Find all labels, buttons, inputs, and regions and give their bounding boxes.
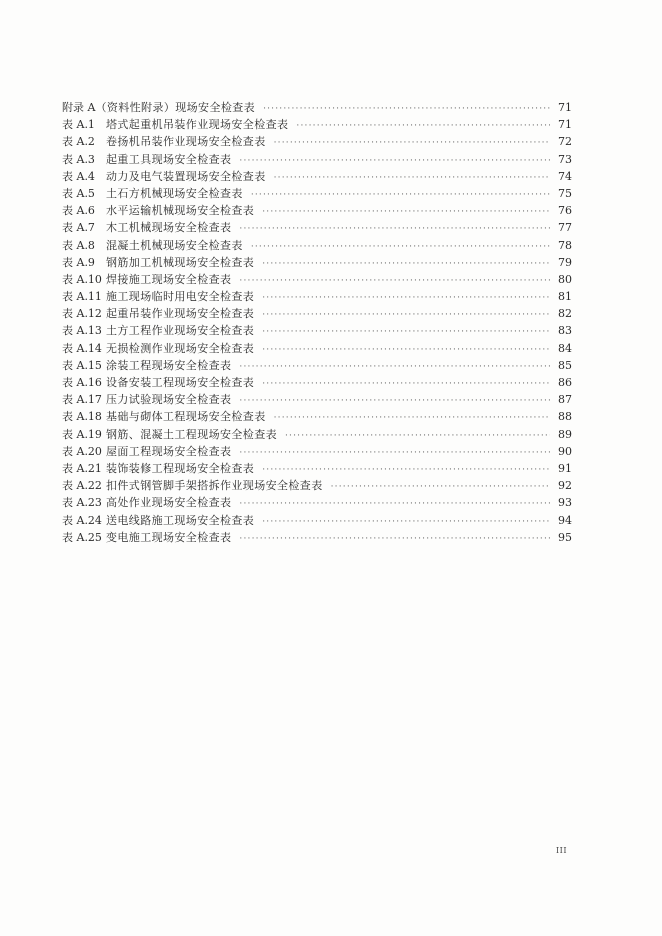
toc-entry-page: 78 (558, 238, 572, 252)
toc-entry[interactable] (62, 305, 572, 322)
toc-entry-page: 76 (558, 204, 572, 218)
toc-entry-page: 73 (558, 152, 572, 166)
toc-leader-dots (296, 118, 550, 135)
toc-entry-title: 混凝土机械现场安全检查表 (106, 238, 243, 252)
toc-entry-page: 85 (558, 358, 572, 372)
toc-entry[interactable] (62, 219, 572, 236)
toc-entry-page: 93 (558, 496, 572, 510)
toc-leader-dots (262, 514, 550, 531)
toc-entry-page: 74 (558, 169, 572, 183)
toc-entry-page: 87 (558, 393, 572, 407)
toc-entry-title: 无损检测作业现场安全检查表 (106, 341, 255, 355)
toc-entry-page: 81 (558, 290, 572, 304)
toc-entry-title: 压力试验现场安全检查表 (106, 393, 232, 407)
toc-entry[interactable] (62, 529, 572, 546)
toc-leader-dots (239, 221, 550, 238)
toc-entry[interactable] (62, 443, 572, 460)
toc-leader-dots (251, 239, 550, 256)
toc-leader-dots (262, 204, 550, 221)
toc-entry-number: 表 A.1 (62, 118, 95, 132)
toc-leader-dots (331, 479, 550, 496)
toc-leader-dots (262, 342, 550, 359)
toc-leader-dots (239, 531, 550, 548)
toc-leader-dots (262, 324, 550, 341)
toc-entry-title: 基础与砌体工程现场安全检查表 (106, 410, 266, 424)
toc-leader-dots (239, 393, 550, 410)
toc-entry[interactable] (62, 202, 572, 219)
toc-entry-title: 涂装工程现场安全检查表 (106, 358, 232, 372)
toc-header-row[interactable] (62, 99, 572, 116)
toc-entry[interactable] (62, 391, 572, 408)
toc-entry-page: 80 (558, 272, 572, 286)
toc-entry-title: 木工机械现场安全检查表 (106, 221, 232, 235)
toc-header-number: 附录 A (62, 101, 96, 114)
toc-entry[interactable] (62, 374, 572, 391)
toc-entry-title: 设备安装工程现场安全检查表 (106, 376, 255, 389)
toc-entry-number: 表 A.11 (62, 290, 102, 304)
toc-entry-number: 表 A.4 (62, 169, 95, 183)
toc-entry-number: 表 A.12 (62, 307, 102, 321)
toc-leader-dots (274, 135, 550, 152)
toc-entry-title: 装饰装修工程现场安全检查表 (106, 461, 255, 475)
toc-entry-title: 送电线路施工现场安全检查表 (106, 513, 255, 527)
toc-leader-dots (285, 428, 550, 445)
toc-entry[interactable] (62, 494, 572, 511)
toc-entry-number: 表 A.24 (62, 513, 102, 527)
toc-entry-title: 卷扬机吊装作业现场安全检查表 (106, 135, 266, 149)
toc-entry-title: 焊接施工现场安全检查表 (106, 272, 232, 286)
toc-entry-page: 88 (558, 410, 572, 424)
toc-leader-dots (274, 410, 550, 427)
toc-entry[interactable] (62, 408, 572, 425)
toc-leader-dots (239, 359, 550, 376)
toc-leader-dots (262, 307, 550, 324)
toc-leader-dots (262, 290, 550, 307)
toc-entry-number: 表 A.9 (62, 255, 95, 269)
toc-entry-title: 高处作业现场安全检查表 (106, 496, 232, 510)
toc-entry[interactable] (62, 357, 572, 374)
toc-leader-dots (239, 153, 550, 170)
toc-leader-dots (262, 256, 550, 273)
toc-entry-title: 变电施工现场安全检查表 (106, 530, 232, 544)
toc-entry[interactable] (62, 133, 572, 150)
toc-leader-dots (251, 187, 550, 204)
toc-entry-number: 表 A.15 (62, 358, 102, 372)
toc-entry-page: 75 (558, 186, 572, 200)
toc-leader-dots (262, 376, 550, 393)
toc-entry-title: 钢筋、混凝土工程现场安全检查表 (106, 427, 277, 441)
toc-entry-page: 89 (558, 427, 572, 441)
toc-entry-number: 表 A.19 (62, 427, 102, 441)
toc-entry-title: 施工现场临时用电安全检查表 (106, 290, 255, 304)
toc-entry-title: 起重吊装作业现场安全检查表 (106, 307, 255, 321)
toc-entry[interactable] (62, 426, 572, 443)
toc-entry-number: 表 A.14 (62, 341, 102, 355)
toc-entry-number: 表 A.6 (62, 204, 95, 218)
toc-entry-title: 动力及电气装置现场安全检查表 (106, 169, 266, 183)
toc-entry-number: 表 A.22 (62, 479, 102, 493)
toc-entry[interactable] (62, 477, 572, 494)
toc-leader-dots (239, 496, 550, 513)
toc-entry-number: 表 A.25 (62, 530, 102, 544)
toc-header-page: 71 (558, 101, 572, 114)
toc-entry[interactable] (62, 116, 572, 133)
toc-entry-title: 钢筋加工机械现场安全检查表 (106, 255, 255, 269)
toc-entry-number: 表 A.7 (62, 221, 95, 235)
toc-entry-page: 79 (558, 255, 572, 269)
toc-entry-number: 表 A.2 (62, 135, 95, 149)
toc-entry[interactable] (62, 288, 572, 305)
toc-entry[interactable] (62, 254, 572, 271)
toc-entry-page: 77 (558, 221, 572, 235)
toc-leader-dots (239, 445, 550, 462)
toc-entry-number: 表 A.13 (62, 324, 102, 338)
toc-entry-page: 95 (558, 530, 572, 544)
table-of-contents (62, 99, 572, 546)
toc-entry-number: 表 A.5 (62, 186, 95, 200)
toc-entry-number: 表 A.3 (62, 152, 95, 166)
toc-entry-page: 86 (558, 376, 572, 389)
toc-entry-number: 表 A.10 (62, 272, 102, 286)
toc-entry-page: 83 (558, 324, 572, 338)
toc-entry-page: 91 (558, 461, 572, 475)
toc-header-title: （资料性附录）现场安全检查表 (95, 101, 256, 114)
toc-entry-page: 82 (558, 307, 572, 321)
toc-leader-dots (239, 273, 550, 290)
toc-entry-title: 土石方机械现场安全检查表 (106, 186, 243, 200)
toc-entry[interactable] (62, 185, 572, 202)
toc-entry[interactable] (62, 340, 572, 357)
toc-leader-dots (263, 101, 550, 118)
toc-entry-page: 71 (558, 118, 572, 132)
toc-entry-page: 72 (558, 135, 572, 149)
toc-entry[interactable] (62, 237, 572, 254)
toc-leader-dots (274, 170, 550, 187)
toc-entry-title: 土方工程作业现场安全检查表 (106, 324, 255, 338)
toc-entry[interactable] (62, 168, 572, 185)
toc-entry-page: 90 (558, 444, 572, 458)
toc-entry-title: 起重工具现场安全检查表 (106, 152, 232, 166)
toc-entry[interactable] (62, 271, 572, 288)
toc-entry-number: 表 A.16 (62, 376, 102, 389)
toc-entry-title: 水平运输机械现场安全检查表 (106, 204, 255, 218)
toc-entry[interactable] (62, 512, 572, 529)
toc-entry[interactable] (62, 151, 572, 168)
toc-entry-number: 表 A.20 (62, 444, 102, 458)
toc-entry-title: 扣件式钢管脚手架搭拆作业现场安全检查表 (106, 479, 323, 493)
toc-entry[interactable] (62, 322, 572, 339)
toc-item-list (62, 116, 572, 546)
toc-entry-number: 表 A.23 (62, 496, 102, 510)
page-number: III (556, 846, 567, 855)
toc-entry-number: 表 A.21 (62, 461, 102, 475)
toc-entry-number: 表 A.17 (62, 393, 102, 407)
toc-entry-number: 表 A.8 (62, 238, 95, 252)
toc-entry[interactable] (62, 460, 572, 477)
toc-entry-number: 表 A.18 (62, 410, 102, 424)
toc-entry-title: 屋面工程现场安全检查表 (106, 444, 232, 458)
toc-entry-title: 塔式起重机吊装作业现场安全检查表 (106, 118, 289, 132)
toc-entry-page: 92 (558, 479, 572, 493)
toc-entry-page: 94 (558, 513, 572, 527)
toc-entry-page: 84 (558, 341, 572, 355)
